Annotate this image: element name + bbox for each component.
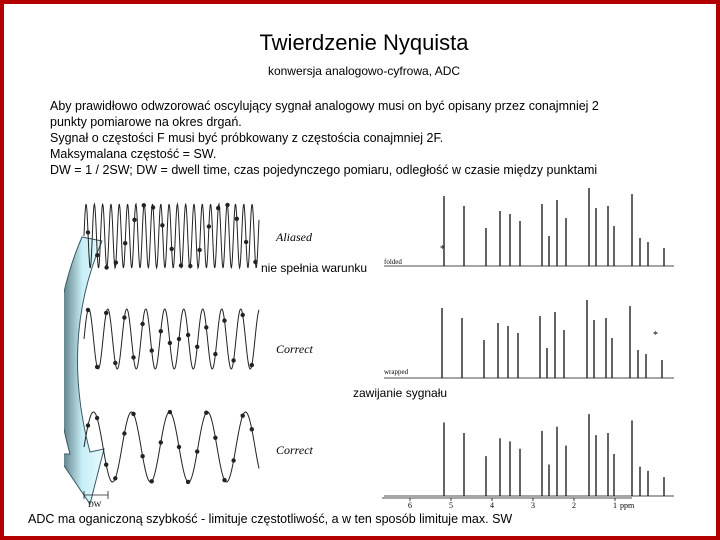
nmr-spectra-figure bbox=[374, 186, 679, 511]
sample-point bbox=[241, 414, 245, 418]
ppm-unit-label: ppm bbox=[620, 501, 635, 510]
sample-point bbox=[86, 230, 90, 234]
sample-point bbox=[104, 311, 108, 315]
body-line: punkty pomiarowe na okres drgań. bbox=[50, 115, 242, 129]
sample-point bbox=[168, 341, 172, 345]
sample-point bbox=[250, 427, 254, 431]
sample-point bbox=[160, 223, 164, 227]
sample-point bbox=[131, 355, 135, 359]
sample-point bbox=[186, 333, 190, 337]
ppm-tick-label: 3 bbox=[531, 501, 535, 510]
body-line: Maksymalana częstość = SW. bbox=[50, 147, 217, 161]
sample-point bbox=[244, 240, 248, 244]
sample-point bbox=[177, 337, 181, 341]
ppm-tick-label: 4 bbox=[490, 501, 494, 510]
sample-point bbox=[95, 253, 99, 257]
ppm-tick-label: 5 bbox=[449, 501, 453, 510]
dw-label: DW bbox=[88, 500, 102, 509]
sample-point bbox=[132, 218, 136, 222]
body-line: DW = 1 / 2SW; DW = dwell time, czas pojedynczego pomiaru, odległość w czasie między punktami bbox=[50, 163, 598, 177]
sample-point bbox=[204, 411, 208, 415]
body-line: Aby prawidłowo odwzorować oscylujący sygnał analogowy musi on być opisany przez conajmniej 2 bbox=[50, 99, 599, 113]
sample-point bbox=[104, 463, 108, 467]
body-line: Sygnał o częstości F musi być próbkowany z częstościa conajmniej 2F. bbox=[50, 131, 444, 145]
footer-text: ADC ma oganiczoną szybkość - limituje częstotliwość, a w ten sposób limituje max. SW bbox=[28, 512, 513, 526]
spectrum-traces bbox=[384, 188, 674, 496]
sample-point bbox=[122, 431, 126, 435]
slide-subtitle: konwersja analogowo-cyfrowa, ADC bbox=[267, 64, 461, 78]
sample-point bbox=[213, 352, 217, 356]
sample-point bbox=[142, 203, 146, 207]
waveform-panels bbox=[84, 203, 259, 484]
sample-point bbox=[207, 224, 211, 228]
body-text bbox=[50, 98, 690, 178]
sample-point bbox=[195, 345, 199, 349]
sample-point bbox=[213, 436, 217, 440]
sample-point bbox=[114, 260, 118, 264]
sample-point bbox=[86, 308, 90, 312]
sample-point bbox=[140, 322, 144, 326]
sample-point bbox=[140, 454, 144, 458]
ppm-axis bbox=[408, 498, 617, 510]
sample-point bbox=[225, 203, 229, 207]
sample-point bbox=[241, 313, 245, 317]
sample-point bbox=[222, 318, 226, 322]
waveform-curve bbox=[84, 204, 259, 268]
ppm-tick-label: 6 bbox=[408, 501, 412, 510]
sample-point bbox=[159, 440, 163, 444]
sample-point bbox=[197, 248, 201, 252]
sample-point bbox=[216, 206, 220, 210]
ppm-tick-label: 1 bbox=[613, 501, 617, 510]
sample-point bbox=[123, 241, 127, 245]
sample-point bbox=[150, 479, 154, 483]
curved-arrow-icon bbox=[64, 237, 104, 504]
sample-point bbox=[150, 348, 154, 352]
waveform-curve bbox=[84, 412, 259, 482]
sample-point bbox=[131, 412, 135, 416]
sample-point bbox=[250, 363, 254, 367]
slide-title: Twierdzenie Nyquista bbox=[259, 30, 469, 55]
sample-point bbox=[104, 265, 108, 269]
wrapped-asterisk: * bbox=[653, 330, 658, 341]
sample-point bbox=[122, 315, 126, 319]
sample-point bbox=[170, 247, 174, 251]
wrapping-label: zawijanie sygnału bbox=[353, 386, 448, 400]
folded-asterisk: * bbox=[440, 244, 445, 255]
sample-point bbox=[179, 263, 183, 267]
wave-label-correct: Correct bbox=[276, 443, 313, 457]
sample-point bbox=[151, 205, 155, 209]
wave-label-aliased: Aliased bbox=[276, 230, 312, 244]
sample-point bbox=[113, 476, 117, 480]
sample-point bbox=[231, 458, 235, 462]
wave-label-correct: Correct bbox=[276, 342, 313, 356]
sample-point bbox=[113, 361, 117, 365]
sample-point bbox=[95, 416, 99, 420]
sample-point bbox=[204, 325, 208, 329]
folded-label: folded bbox=[384, 258, 402, 266]
sample-point bbox=[86, 423, 90, 427]
sample-point bbox=[253, 260, 257, 264]
sample-point bbox=[222, 478, 226, 482]
sample-point bbox=[186, 480, 190, 484]
sample-point bbox=[168, 410, 172, 414]
sample-point bbox=[159, 329, 163, 333]
sampling-waves-figure bbox=[64, 189, 354, 514]
sample-point bbox=[188, 264, 192, 268]
sample-point bbox=[231, 358, 235, 362]
sample-point bbox=[95, 365, 99, 369]
ppm-tick-label: 2 bbox=[572, 501, 576, 510]
sample-point bbox=[195, 449, 199, 453]
not-satisfied-label: nie spełnia warunku bbox=[261, 261, 368, 275]
sample-point bbox=[235, 217, 239, 221]
wrapped-label: wrapped bbox=[384, 368, 409, 376]
sample-point bbox=[177, 445, 181, 449]
